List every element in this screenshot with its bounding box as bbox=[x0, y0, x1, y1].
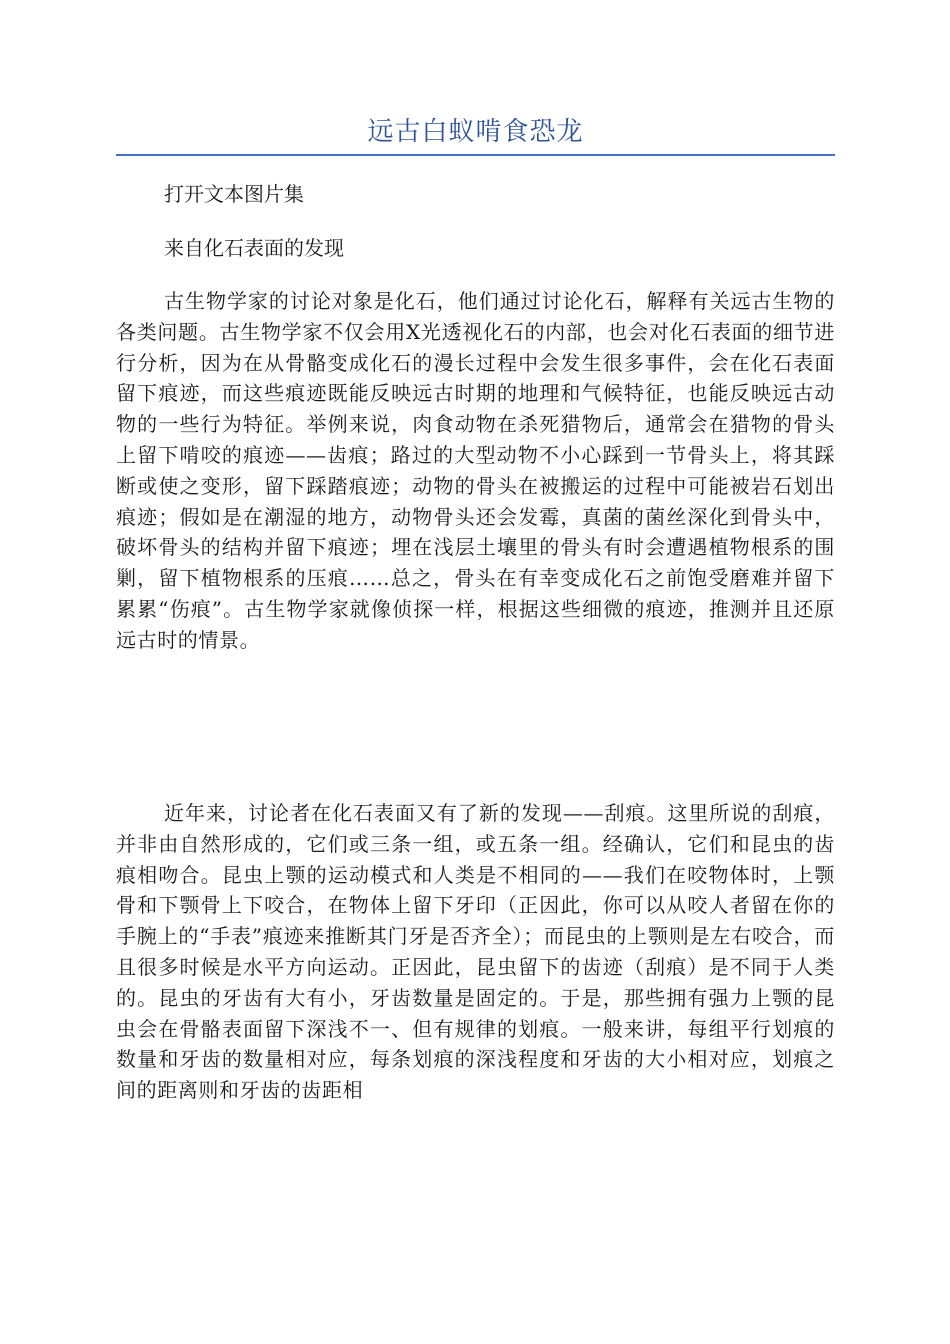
paragraph-1: 古生物学家的讨论对象是化石，他们通过讨论化石，解释有关远古生物的各类问题。古生物学家不仅会用X光透视化石的内部，也会对化石表面的细节进行分析，因为在从骨骼变成化石的漫长过程中会发生很多事件，会在化石表面留下痕迹，而这些痕迹既能反映远古时期的地理和气候特征，也能反映远古动物的一些行为特征。举例来说，肉食动物在杀死猎物后，通常会在猎物的骨头上留下啃咬的痕迹——齿痕；路过的大型动物不小心踩到一节骨头上，将其踩断或使之变形，留下踩踏痕迹；动物的骨头在被搬运的过程中可能被岩石划出痕迹；假如是在潮湿的地方，动物骨头还会发霉，真菌的菌丝深化到骨头中，破坏骨头的结构并留下痕迹；埋在浅层土壤里的骨头有时会遭遇植物根系的围剿，留下植物根系的压痕……总之，骨头在有幸变成化石之前饱受磨难并留下累累“伤痕”。古生物学家就像侦探一样，根据这些细微的痕迹，推测并且还原远古时的情景。 bbox=[116, 289, 835, 652]
document-title: 远古白蚁啃食恐龙 bbox=[367, 117, 584, 147]
title-underline bbox=[116, 154, 835, 156]
section-heading: 来自化石表面的发现 bbox=[164, 236, 344, 260]
text-line-image-gallery: 打开文本图片集 bbox=[164, 182, 304, 206]
paragraph-2: 近年来，讨论者在化石表面又有了新的发现——刮痕。这里所说的刮痕，并非由自然形成的，它们或三条一组，或五条一组。经确认，它们和昆虫的齿痕相吻合。昆虫上颚的运动模式和人类是不相同的——我们在咬物体时，上颚骨和下颚骨上下咬合，在物体上留下牙印（正因此，你可以从咬人者留在你的手腕上的“手表”痕迹来推断其门牙是否齐全）；而昆虫的上颚则是左右咬合，而且很多时候是水平方向运动。正因此，昆虫留下的齿迹（刮痕）是不同于人类的。昆虫的牙齿有大有小，牙齿数量是固定的。于是，那些拥有强力上颚的昆虫会在骨骼表面留下深浅不一、但有规律的划痕。一般来讲，每组平行划痕的数量和牙齿的数量相对应，每条划痕的深浅程度和牙齿的大小相对应，划痕之间的距离则和牙齿的齿距相 bbox=[116, 801, 835, 1103]
